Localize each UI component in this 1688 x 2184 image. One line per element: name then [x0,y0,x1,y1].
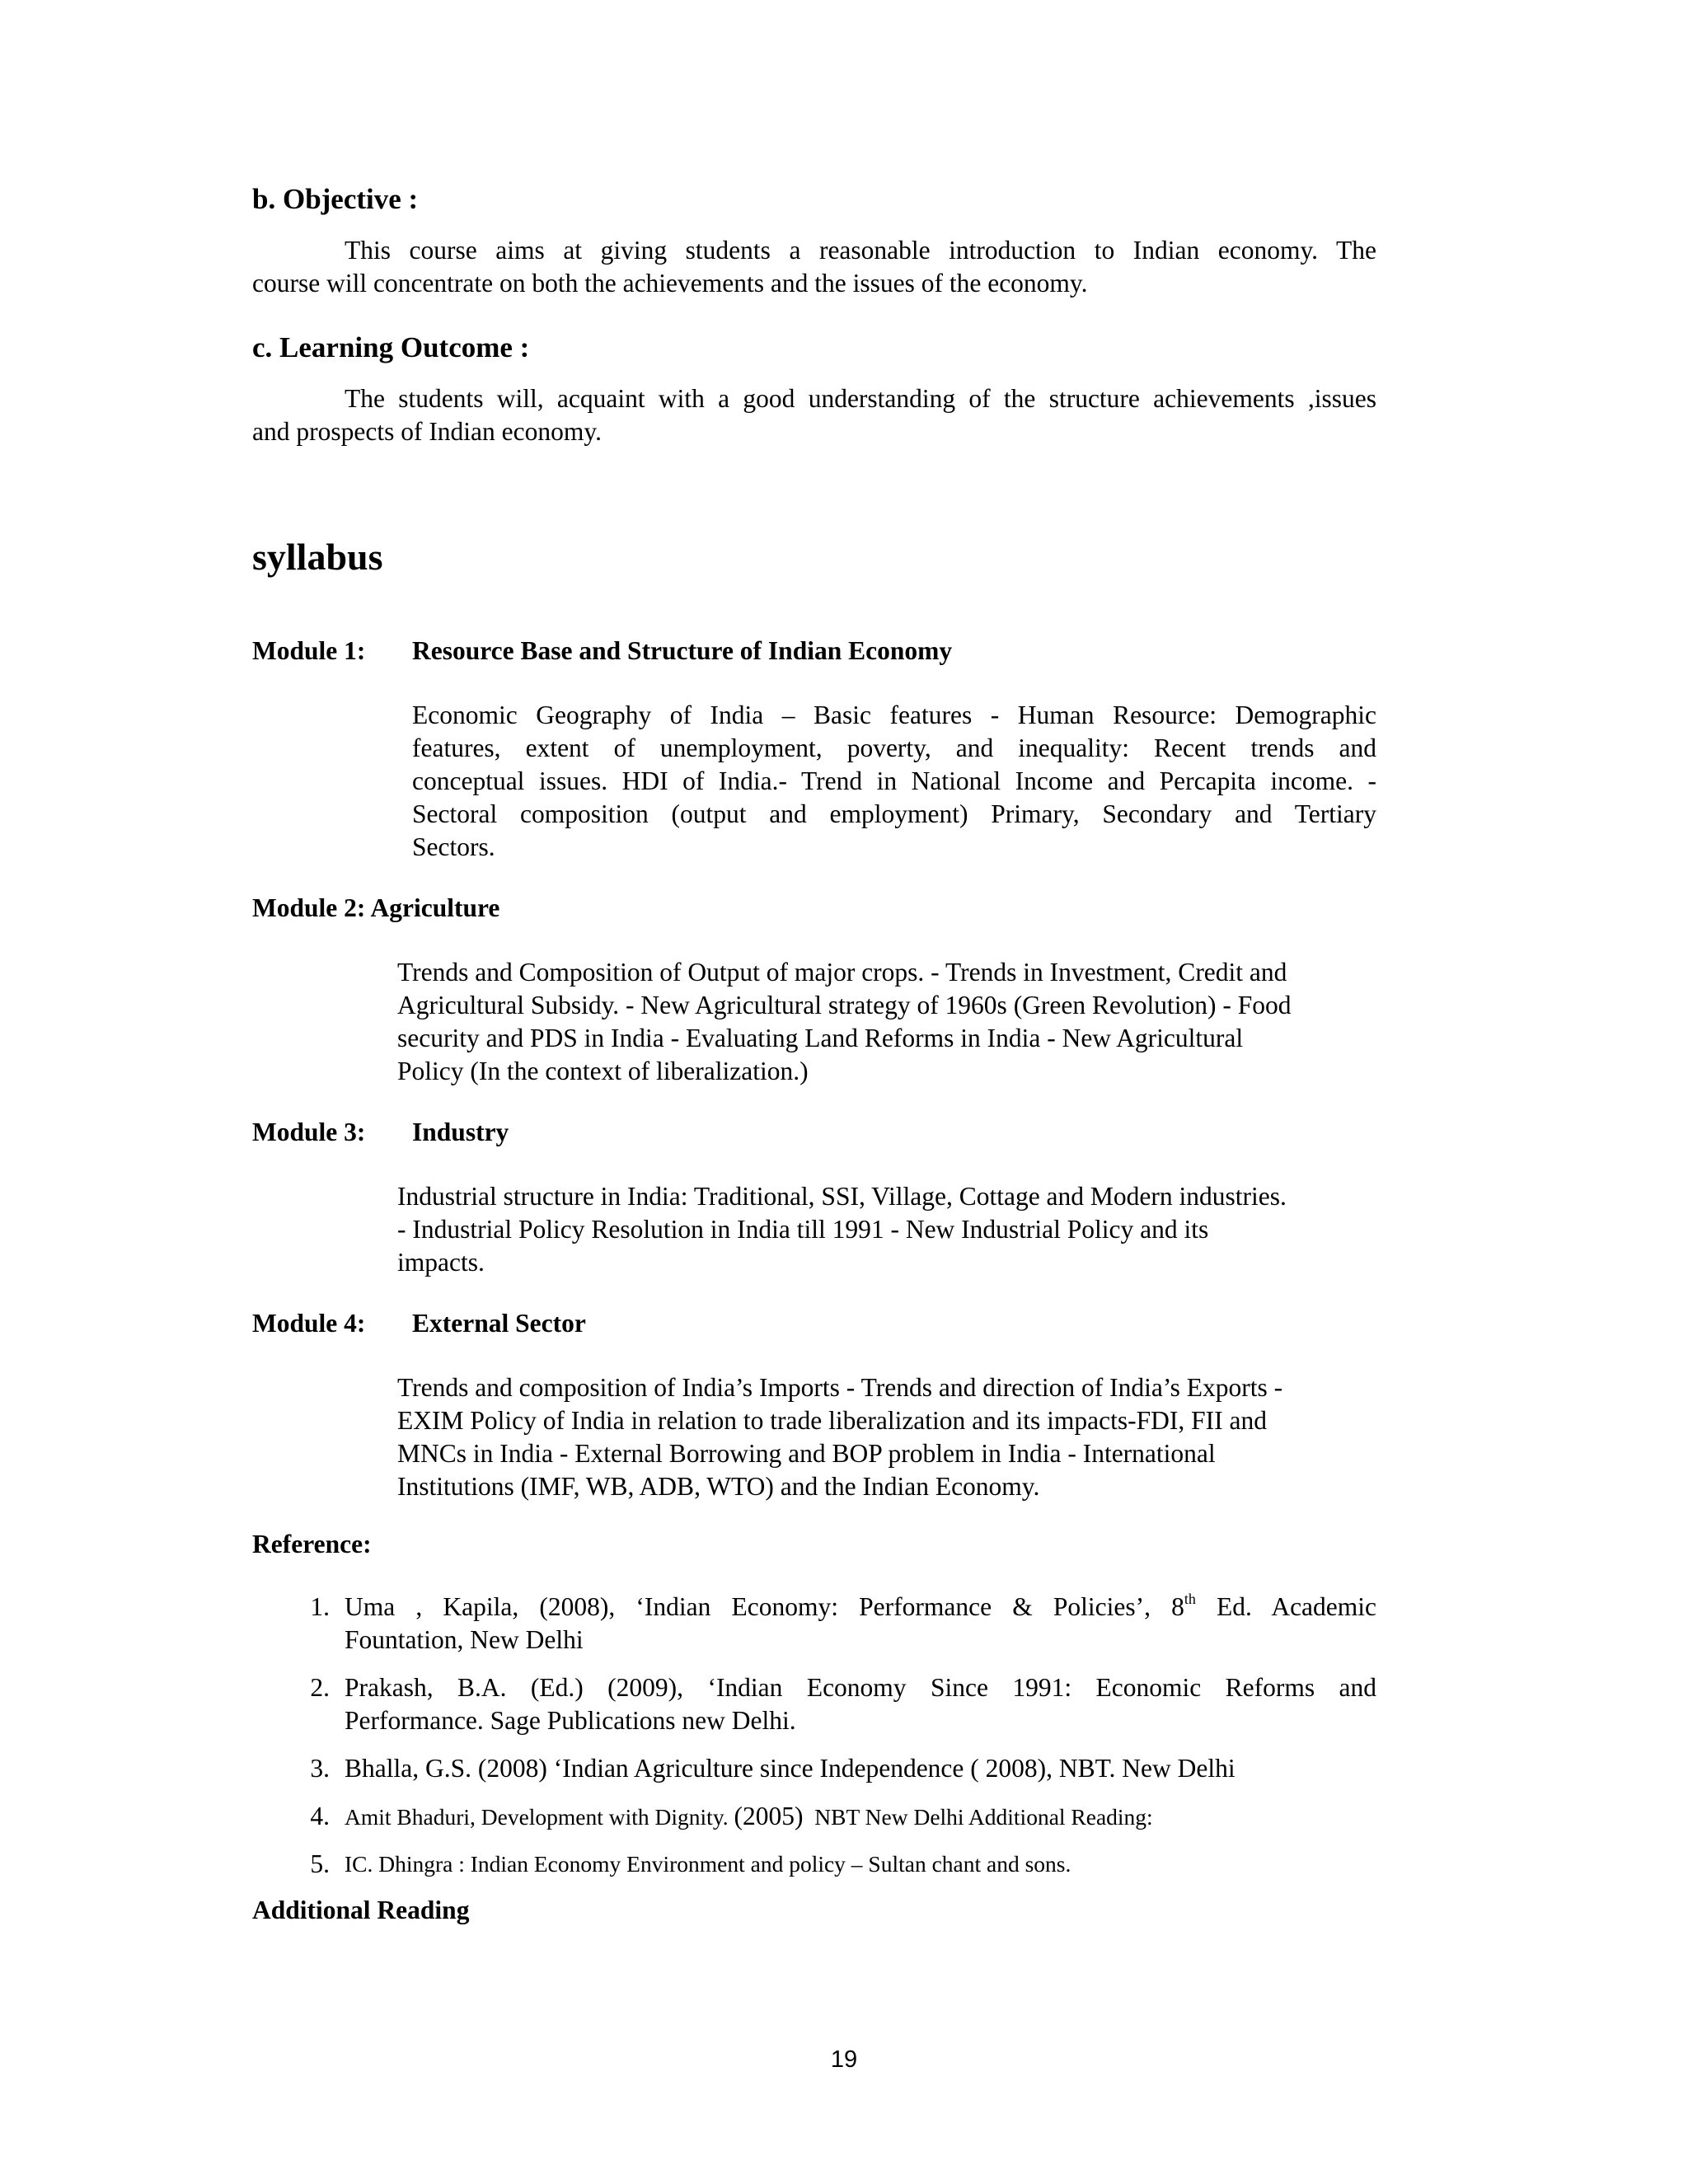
module-1-line-1: Economic Geography of India – Basic features - Human Resource: Demographic [412,701,1376,729]
module-3-label: Module 3: [252,1118,366,1146]
module-4-label: Module 4: [252,1309,366,1338]
module-2-line-4: Policy (In the context of liberalization.) [397,1057,809,1085]
reference-1-line-2: Fountation, New Delhi [345,1625,584,1654]
reference-4-text-a: Amit Bhaduri, Development with Dignity. [345,1804,734,1830]
module-4-title: External Sector [412,1309,586,1338]
module-2-line-1: Trends and Composition of Output of major crops. - Trends in Investment, Credit and [397,958,1287,987]
reference-text-5: IC. Dhingra : Indian Economy Environment and policy – Sultan chant and sons. [345,1851,1071,1877]
module-2-line-3: security and PDS in India - Evaluating Land Reforms in India - New Agricultural [397,1024,1244,1052]
module-3-line-3: impacts. [397,1248,485,1277]
module-2-label: Module 2: Agriculture [252,893,500,922]
reference-2-line-1: Prakash, B.A. (Ed.) (2009), ‘Indian Economy Since 1991: Economic Reforms and [345,1673,1376,1702]
module-4-line-4: Institutions (IMF, WB, ADB, WTO) and the Indian Economy. [397,1472,1040,1501]
learning-outcome-paragraph [252,382,1376,448]
reference-text-4 [345,1800,1376,1834]
reference-number-3: 3. [310,1754,330,1783]
reference-number-1: 1. [310,1592,330,1621]
reference-item-4 [252,1800,1376,1833]
objective-heading: b. Objective : [252,183,419,215]
syllabus-title: syllabus [252,536,383,578]
page-number: 19 [830,2046,858,2073]
reference-4-year: (2005) [734,1802,804,1830]
module-4-line-1: Trends and composition of India’s Imports - Trends and direction of India’s Exports - [397,1373,1283,1402]
reference-1-text-b: Ed. Academic [1195,1592,1376,1621]
module-1-title: Resource Base and Structure of Indian Economy [412,636,953,665]
module-2-description [397,956,1386,1088]
module-1-description [412,699,1376,864]
module-1-line-5: Sectors. [412,832,495,861]
reference-4-text-b: NBT New Delhi Additional Reading: [803,1804,1153,1830]
module-1-label: Module 1: [252,636,366,665]
module-4-line-2: EXIM Policy of India in relation to trade liberalization and its impacts-FDI, FII and [397,1406,1267,1435]
reference-heading: Reference: [252,1530,372,1558]
reference-item-3 [252,1752,1376,1785]
module-4-line-3: MNCs in India - External Borrowing and BOP problem in India - International [397,1439,1216,1468]
reference-item-5 [252,1848,1376,1881]
module-3-description [397,1180,1386,1279]
module-1-line-3: conceptual issues. HDI of India.- Trend in National Income and Percapita income. - [412,766,1376,795]
objective-line-1: This course aims at giving students a reasonable introduction to Indian economy. The [345,236,1376,265]
reference-item-2 [252,1671,1376,1737]
module-1-line-2: features, extent of unemployment, poverty, and inequality: Recent trends and [412,733,1376,762]
module-2-line-2: Agricultural Subsidy. - New Agricultural strategy of 1960s (Green Revolution) - Food [397,991,1292,1019]
objective-paragraph [252,234,1376,300]
reference-text-1 [345,1591,1376,1657]
module-3-line-2: - Industrial Policy Resolution in India till 1991 - New Industrial Policy and its [397,1215,1209,1244]
reference-1-superscript: th [1184,1591,1196,1607]
reference-1-text-a: Uma , Kapila, (2008), ‘Indian Economy: Performance & Policies’, 8 [345,1592,1184,1621]
reference-text-3: Bhalla, G.S. (2008) ‘Indian Agriculture since Independence ( 2008), NBT. New Delhi [345,1754,1236,1783]
reference-2-line-2: Performance. Sage Publications new Delhi. [345,1706,796,1735]
objective-line-2: course will concentrate on both the achievements and the issues of the economy. [252,269,1088,298]
module-3-title: Industry [412,1118,509,1146]
reference-1-line-1 [345,1591,1376,1624]
reference-number-4: 4. [310,1802,330,1830]
learning-outcome-heading: c. Learning Outcome : [252,331,530,363]
reference-number-2: 2. [310,1673,330,1702]
reference-text-2 [345,1671,1376,1737]
module-4-description [397,1371,1386,1503]
learning-outcome-line-2: and prospects of Indian economy. [252,417,602,446]
reference-number-5: 5. [310,1849,330,1878]
learning-outcome-line-1: The students will, acquaint with a good understanding of the structure achievements ,issues [345,384,1376,413]
additional-reading-heading: Additional Reading [252,1896,470,1924]
reference-item-1 [252,1591,1376,1657]
module-1-line-4: Sectoral composition (output and employment) Primary, Secondary and Tertiary [412,799,1376,828]
module-3-line-1: Industrial structure in India: Traditional, SSI, Village, Cottage and Modern industries. [397,1182,1287,1211]
